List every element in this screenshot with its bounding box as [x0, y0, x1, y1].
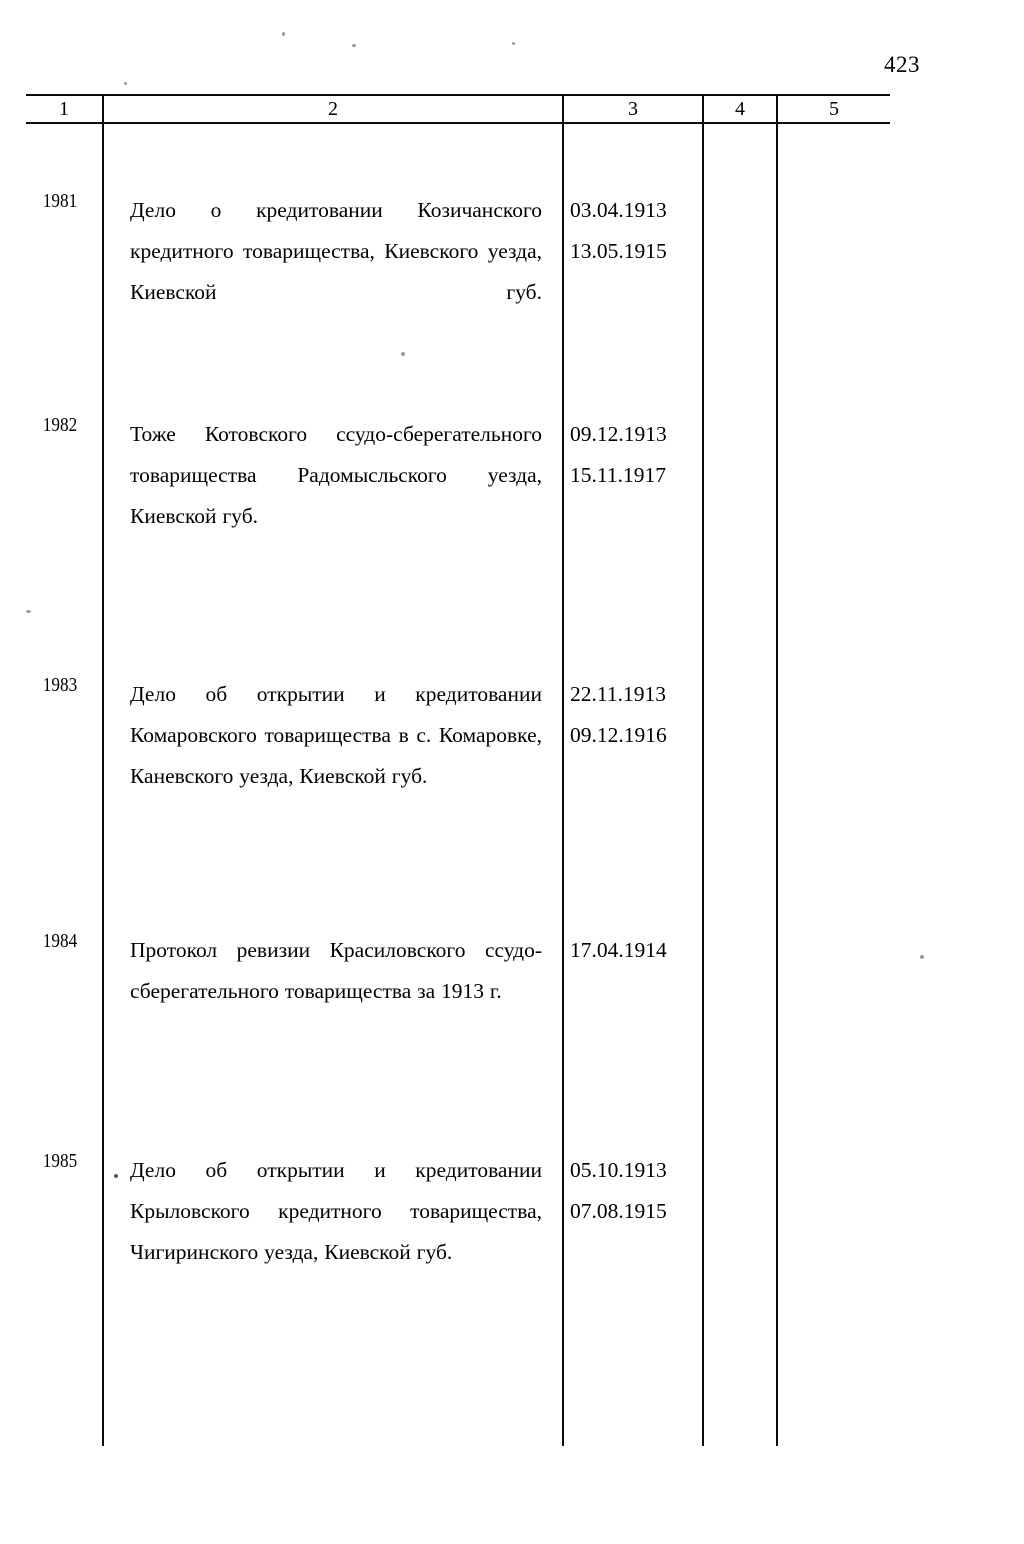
row-number: 1984 [42, 930, 78, 952]
row-dates [570, 414, 700, 496]
row-dates [570, 930, 700, 971]
column-divider-4 [776, 94, 778, 1446]
row-date-end: 15.11.1917 [570, 463, 666, 487]
row-title: Дело об открытии и кредитовании Комаровского товарищества в с. Комаровке, Каневского уезда, Киевской губ. [130, 682, 542, 788]
row-number: 1981 [42, 190, 78, 212]
scan-speckle [920, 955, 924, 959]
row-date-start: 03.04.1913 [570, 198, 667, 222]
row-number: 1983 [42, 674, 78, 696]
page-number: 423 [884, 52, 920, 77]
row-dates [570, 190, 700, 272]
table-header-rule [26, 122, 890, 124]
column-header-2: 2 [328, 98, 338, 120]
column-header-5: 5 [829, 98, 839, 120]
row-date-end: 09.12.1916 [570, 723, 667, 747]
row-date-start: 09.12.1913 [570, 422, 667, 446]
row-date-end: 13.05.1915 [570, 239, 667, 263]
row-date-start: 05.10.1913 [570, 1158, 667, 1182]
inventory-table [26, 94, 890, 1446]
row-date-start: 22.11.1913 [570, 682, 666, 706]
row-date-end: 07.08.1915 [570, 1199, 667, 1223]
column-header-1: 1 [59, 98, 69, 120]
row-title: Дело о кредитовании Козичанского кредитного товарищества, Киевского уезда, Киевской губ. [130, 198, 542, 304]
column-header-3: 3 [628, 98, 638, 120]
row-number: 1982 [42, 414, 78, 436]
row-title: Тоже Котовского ссудо-сберегательного товарищества Радомысльского уезда, Киевской губ. [130, 422, 542, 528]
row-title: Дело об открытии и кредитовании Крыловского кредитного товарищества, Чигиринского уезда, Киевской губ. [130, 1158, 542, 1264]
scan-speckle [282, 32, 285, 36]
scan-speckle [114, 1174, 118, 1178]
row-dates [570, 1150, 700, 1232]
row-dates [570, 674, 700, 756]
scan-speckle [512, 42, 515, 45]
column-divider-1 [102, 94, 104, 1446]
column-divider-2 [562, 94, 564, 1446]
row-date-start: 17.04.1914 [570, 938, 667, 962]
scan-speckle [124, 82, 127, 85]
column-header-4: 4 [735, 98, 745, 120]
scan-speckle [352, 44, 356, 47]
row-number: 1985 [42, 1150, 78, 1172]
row-title: Протокол ревизии Красиловского ссудо-сберегательного товарищества за 1913 г. [130, 938, 542, 1003]
column-divider-3 [702, 94, 704, 1446]
